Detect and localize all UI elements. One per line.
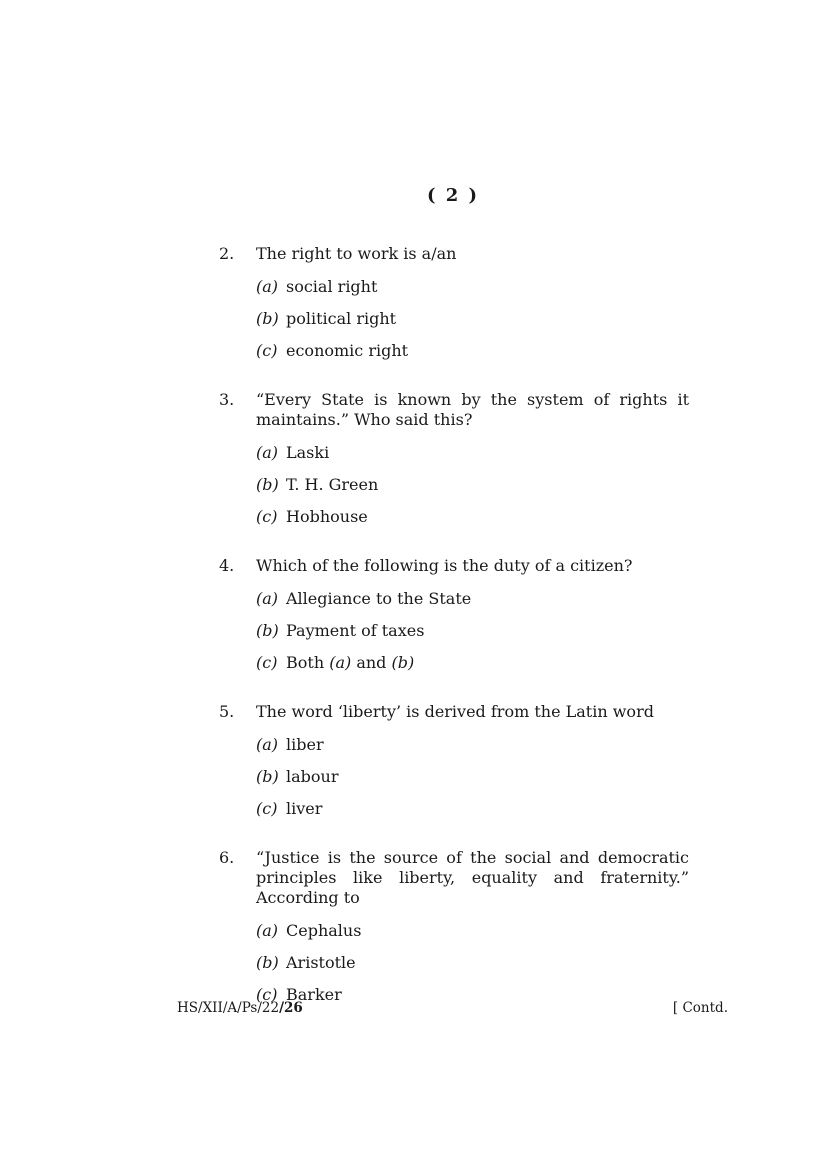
option-text: social right — [286, 277, 378, 296]
option-a — [256, 277, 689, 297]
option-text-part: and — [351, 653, 392, 672]
option-text: political right — [286, 309, 397, 328]
option-a — [256, 443, 689, 463]
option-label: (a) — [256, 735, 279, 754]
question-number: 6. — [219, 848, 235, 867]
option-label: (b) — [256, 621, 279, 640]
option-text: Barker — [286, 985, 342, 1004]
option-a — [256, 921, 689, 941]
question-text: “Every State is known by the system of rights it maintains.” Who said this? — [256, 390, 689, 429]
option-label: (a) — [256, 589, 279, 608]
paper-code-suffix: /26 — [279, 1000, 303, 1016]
option-label: (c) — [256, 507, 278, 526]
option-c — [256, 507, 689, 527]
option-label: (a) — [256, 921, 279, 940]
option-label: (c) — [256, 653, 278, 672]
option-text: liber — [286, 735, 324, 754]
option-label: (b) — [256, 953, 279, 972]
question-text: The word ‘liberty’ is derived from the Latin word — [256, 702, 654, 721]
paper-code — [177, 1000, 303, 1016]
option-text-part: Both — [286, 653, 330, 672]
option-b — [256, 953, 689, 973]
option-label: (c) — [256, 985, 278, 1004]
option-text: Aristotle — [286, 953, 356, 972]
option-text: labour — [286, 767, 339, 786]
option-label: (b) — [256, 767, 279, 786]
question-3 — [219, 390, 689, 527]
option-text: T. H. Green — [286, 475, 379, 494]
option-label: (b) — [256, 475, 279, 494]
question-number: 3. — [219, 390, 235, 409]
option-text: economic right — [286, 341, 409, 360]
question-6 — [219, 848, 689, 1005]
option-reference: (b) — [391, 653, 415, 672]
question-2 — [219, 244, 689, 361]
option-text: Cephalus — [286, 921, 362, 940]
option-b — [256, 309, 689, 329]
option-c — [256, 799, 689, 819]
question-number: 2. — [219, 244, 235, 263]
option-text: Laski — [286, 443, 330, 462]
question-text: Which of the following is the duty of a citizen? — [256, 556, 633, 575]
paper-code-prefix: HS/XII/A/Ps/22 — [177, 1000, 280, 1016]
option-b — [256, 475, 689, 495]
option-text — [286, 653, 414, 673]
question-text: The right to work is a/an — [256, 244, 457, 263]
option-reference: (a) — [329, 653, 352, 672]
option-c — [256, 985, 689, 1005]
page-number: ( 2 ) — [426, 185, 480, 206]
option-c — [256, 653, 689, 673]
option-b — [256, 767, 689, 787]
option-text: Hobhouse — [286, 507, 368, 526]
option-c — [256, 341, 689, 361]
option-text: Payment of taxes — [286, 621, 425, 640]
option-text: Allegiance to the State — [286, 589, 472, 608]
question-text: “Justice is the source of the social and democratic principles like liberty, equality and fraternity.” According to — [256, 848, 689, 907]
option-label: (c) — [256, 341, 278, 360]
option-text: liver — [286, 799, 323, 818]
question-number: 4. — [219, 556, 235, 575]
option-label: (a) — [256, 443, 279, 462]
question-5 — [219, 702, 689, 819]
option-label: (b) — [256, 309, 279, 328]
continued-marker: [ Contd. — [672, 1000, 728, 1016]
option-b — [256, 621, 689, 641]
question-list — [219, 244, 689, 1034]
option-a — [256, 589, 689, 609]
option-a — [256, 735, 689, 755]
question-number: 5. — [219, 702, 235, 721]
option-label: (c) — [256, 799, 278, 818]
question-4 — [219, 556, 689, 673]
option-label: (a) — [256, 277, 279, 296]
